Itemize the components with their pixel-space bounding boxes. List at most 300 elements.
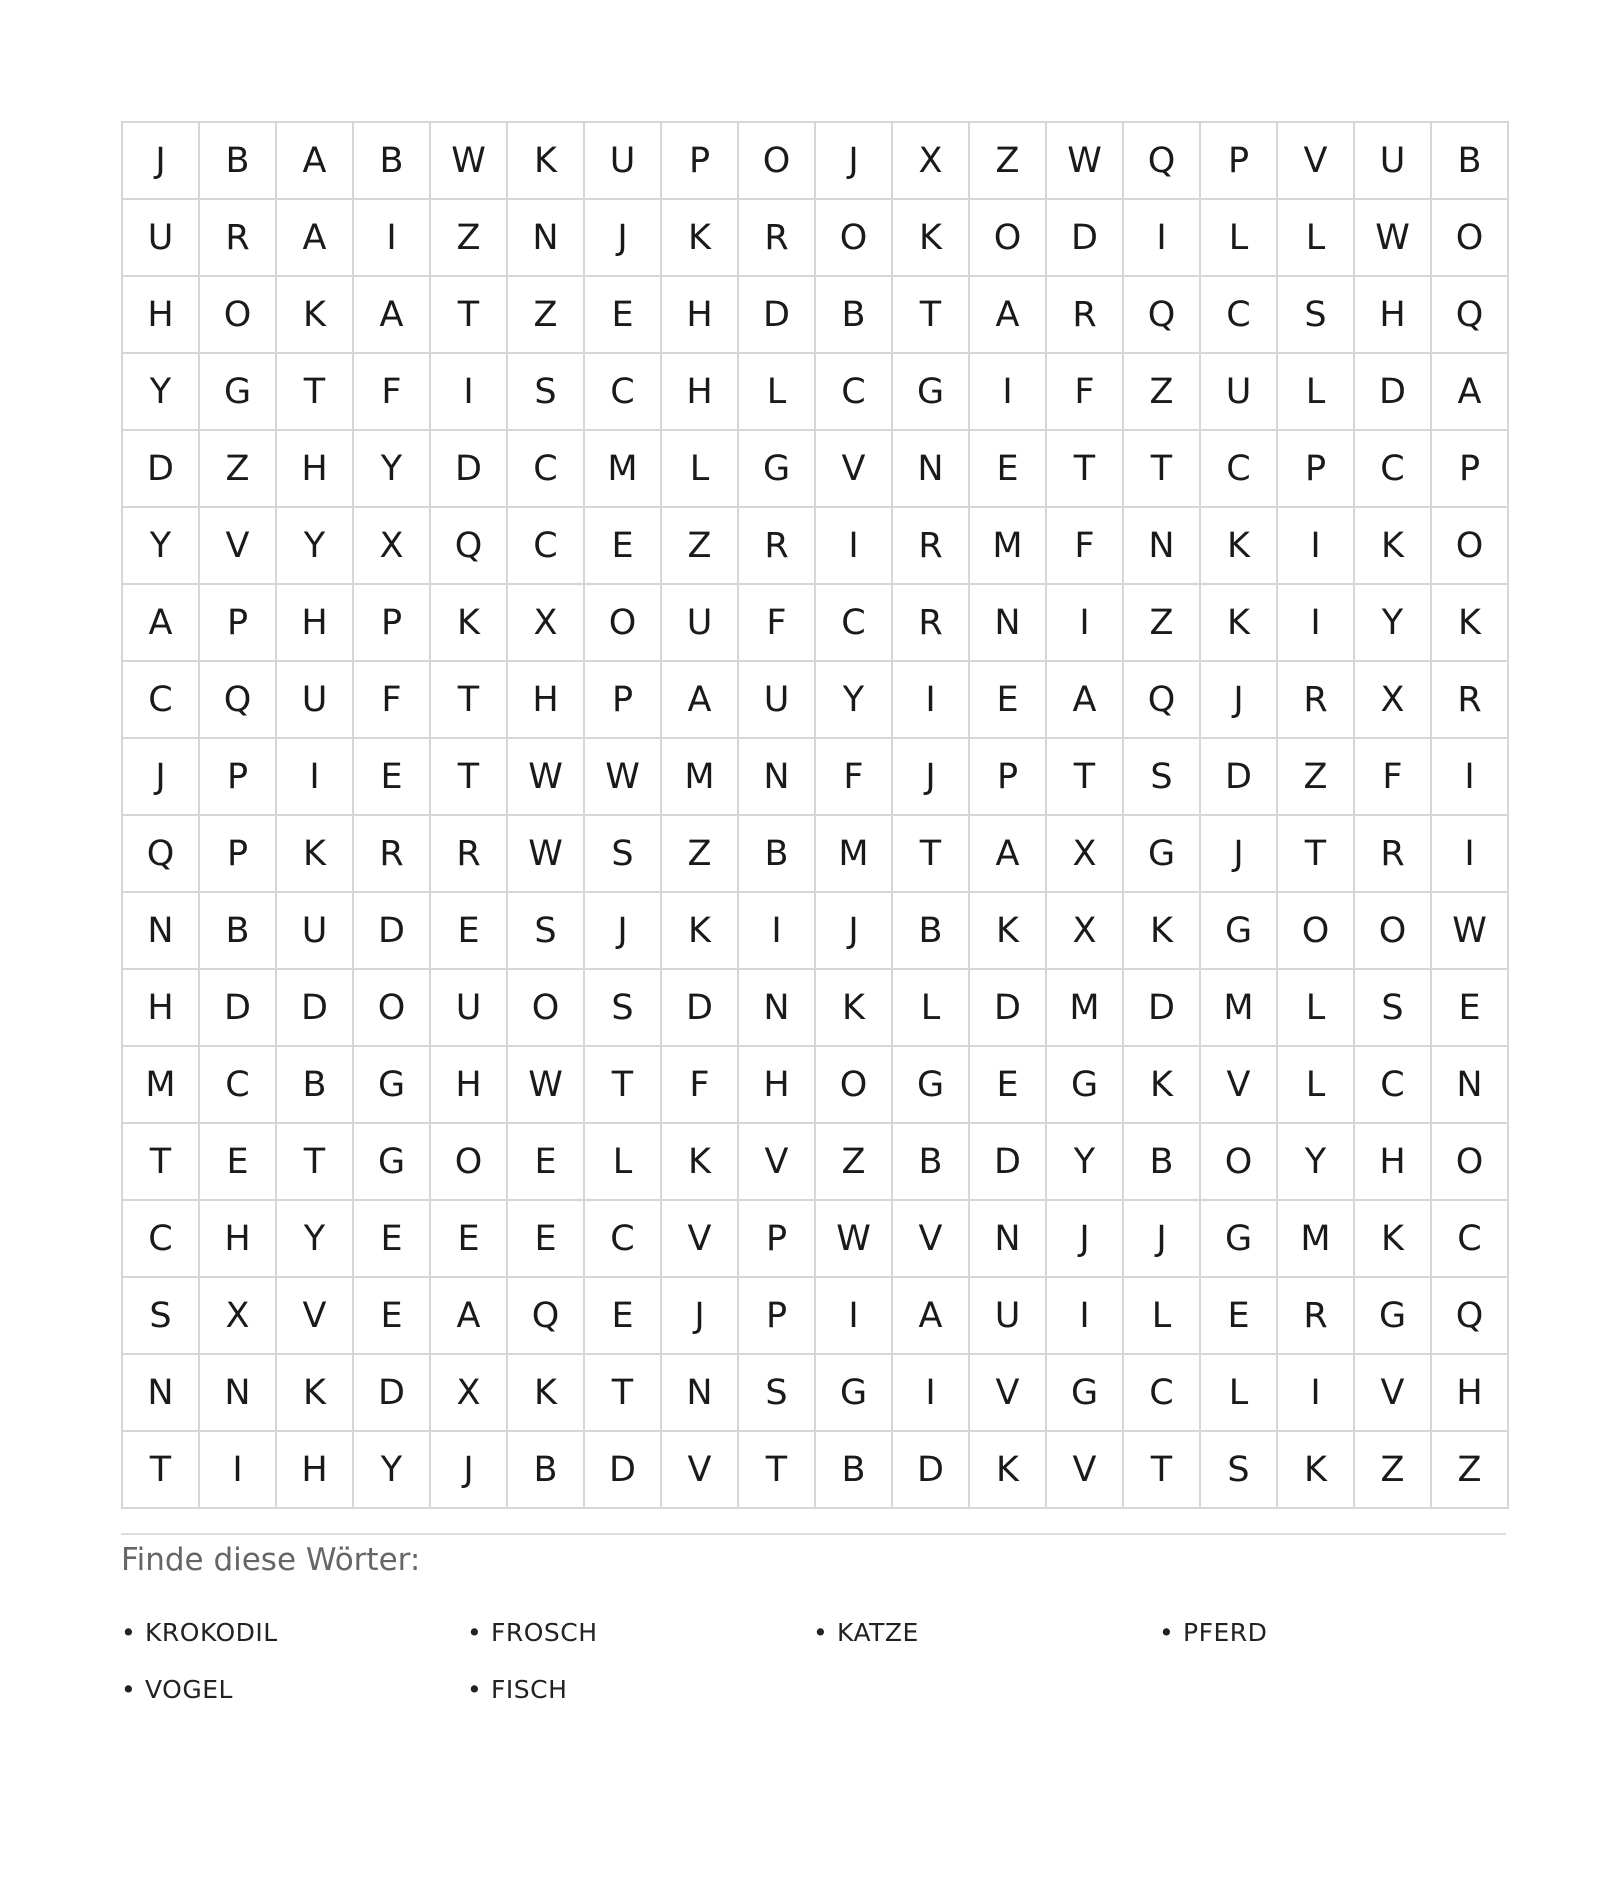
grid-cell[interactable]: O <box>1432 1124 1509 1201</box>
grid-cell[interactable]: K <box>1124 1047 1201 1124</box>
grid-cell[interactable]: E <box>354 1201 431 1278</box>
grid-cell[interactable]: W <box>816 1201 893 1278</box>
grid-cell[interactable]: R <box>354 816 431 893</box>
grid-cell[interactable]: T <box>277 1124 354 1201</box>
grid-cell[interactable]: D <box>354 893 431 970</box>
grid-cell[interactable]: V <box>1278 123 1355 200</box>
grid-cell[interactable]: E <box>508 1124 585 1201</box>
grid-cell[interactable]: Q <box>1124 662 1201 739</box>
grid-cell[interactable]: D <box>123 431 200 508</box>
grid-cell[interactable]: K <box>662 200 739 277</box>
grid-cell[interactable]: R <box>1047 277 1124 354</box>
grid-cell[interactable]: G <box>893 354 970 431</box>
grid-cell[interactable]: W <box>1047 123 1124 200</box>
grid-cell[interactable]: T <box>585 1355 662 1432</box>
grid-cell[interactable]: H <box>1355 277 1432 354</box>
grid-cell[interactable]: A <box>1432 354 1509 431</box>
grid-cell[interactable]: L <box>1278 1047 1355 1124</box>
grid-cell[interactable]: T <box>1278 816 1355 893</box>
grid-cell[interactable]: Z <box>1432 1432 1509 1509</box>
grid-cell[interactable]: Q <box>1432 277 1509 354</box>
grid-cell[interactable]: T <box>431 277 508 354</box>
grid-cell[interactable]: G <box>200 354 277 431</box>
grid-cell[interactable]: K <box>1432 585 1509 662</box>
grid-cell[interactable]: U <box>1355 123 1432 200</box>
grid-cell[interactable]: B <box>508 1432 585 1509</box>
grid-cell[interactable]: C <box>1355 1047 1432 1124</box>
grid-cell[interactable]: F <box>816 739 893 816</box>
grid-cell[interactable]: E <box>585 277 662 354</box>
grid-cell[interactable]: C <box>1201 277 1278 354</box>
grid-cell[interactable]: Y <box>354 431 431 508</box>
grid-cell[interactable]: P <box>200 585 277 662</box>
grid-cell[interactable]: I <box>1278 1355 1355 1432</box>
grid-cell[interactable]: O <box>1278 893 1355 970</box>
grid-cell[interactable]: W <box>508 1047 585 1124</box>
grid-cell[interactable]: R <box>200 200 277 277</box>
grid-cell[interactable]: I <box>1278 508 1355 585</box>
grid-cell[interactable]: V <box>1201 1047 1278 1124</box>
grid-cell[interactable]: I <box>1432 739 1509 816</box>
grid-cell[interactable]: R <box>1432 662 1509 739</box>
grid-cell[interactable]: O <box>970 200 1047 277</box>
grid-cell[interactable]: U <box>970 1278 1047 1355</box>
grid-cell[interactable]: N <box>893 431 970 508</box>
grid-cell[interactable]: B <box>893 1124 970 1201</box>
grid-cell[interactable]: T <box>1124 431 1201 508</box>
grid-cell[interactable]: Z <box>1278 739 1355 816</box>
grid-cell[interactable]: N <box>970 1201 1047 1278</box>
grid-cell[interactable]: W <box>431 123 508 200</box>
grid-cell[interactable]: R <box>1278 1278 1355 1355</box>
grid-cell[interactable]: K <box>662 893 739 970</box>
grid-cell[interactable]: G <box>1047 1047 1124 1124</box>
grid-cell[interactable]: C <box>123 1201 200 1278</box>
grid-cell[interactable]: Q <box>431 508 508 585</box>
grid-cell[interactable]: O <box>200 277 277 354</box>
grid-cell[interactable]: P <box>585 662 662 739</box>
grid-cell[interactable]: F <box>1047 354 1124 431</box>
grid-cell[interactable]: B <box>739 816 816 893</box>
grid-cell[interactable]: H <box>1432 1355 1509 1432</box>
grid-cell[interactable]: K <box>1355 508 1432 585</box>
grid-cell[interactable]: C <box>585 1201 662 1278</box>
grid-cell[interactable]: N <box>123 1355 200 1432</box>
grid-cell[interactable]: O <box>585 585 662 662</box>
grid-cell[interactable]: Y <box>354 1432 431 1509</box>
grid-cell[interactable]: R <box>893 585 970 662</box>
grid-cell[interactable]: L <box>739 354 816 431</box>
grid-cell[interactable]: S <box>1124 739 1201 816</box>
grid-cell[interactable]: J <box>585 893 662 970</box>
grid-cell[interactable]: O <box>1201 1124 1278 1201</box>
grid-cell[interactable]: J <box>123 739 200 816</box>
grid-cell[interactable]: Q <box>1124 277 1201 354</box>
grid-cell[interactable]: D <box>893 1432 970 1509</box>
grid-cell[interactable]: J <box>431 1432 508 1509</box>
grid-cell[interactable]: T <box>277 354 354 431</box>
grid-cell[interactable]: U <box>585 123 662 200</box>
grid-cell[interactable]: W <box>508 816 585 893</box>
grid-cell[interactable]: L <box>893 970 970 1047</box>
grid-cell[interactable]: S <box>585 970 662 1047</box>
grid-cell[interactable]: J <box>1201 662 1278 739</box>
grid-cell[interactable]: L <box>662 431 739 508</box>
grid-cell[interactable]: V <box>1355 1355 1432 1432</box>
grid-cell[interactable]: U <box>739 662 816 739</box>
grid-cell[interactable]: S <box>508 354 585 431</box>
grid-cell[interactable]: P <box>200 816 277 893</box>
grid-cell[interactable]: N <box>739 739 816 816</box>
grid-cell[interactable]: O <box>816 1047 893 1124</box>
grid-cell[interactable]: Q <box>508 1278 585 1355</box>
grid-cell[interactable]: L <box>1201 1355 1278 1432</box>
grid-cell[interactable]: G <box>1124 816 1201 893</box>
grid-cell[interactable]: M <box>1201 970 1278 1047</box>
grid-cell[interactable]: H <box>1355 1124 1432 1201</box>
grid-cell[interactable]: K <box>431 585 508 662</box>
grid-cell[interactable]: C <box>1355 431 1432 508</box>
grid-cell[interactable]: E <box>585 508 662 585</box>
grid-cell[interactable]: A <box>970 277 1047 354</box>
grid-cell[interactable]: A <box>431 1278 508 1355</box>
grid-cell[interactable]: L <box>1278 354 1355 431</box>
grid-cell[interactable]: X <box>354 508 431 585</box>
grid-cell[interactable]: I <box>816 1278 893 1355</box>
grid-cell[interactable]: M <box>1047 970 1124 1047</box>
grid-cell[interactable]: V <box>200 508 277 585</box>
grid-cell[interactable]: Z <box>816 1124 893 1201</box>
grid-cell[interactable]: C <box>1432 1201 1509 1278</box>
grid-cell[interactable]: O <box>354 970 431 1047</box>
grid-cell[interactable]: X <box>1047 893 1124 970</box>
grid-cell[interactable]: X <box>431 1355 508 1432</box>
grid-cell[interactable]: I <box>893 662 970 739</box>
grid-cell[interactable]: D <box>354 1355 431 1432</box>
grid-cell[interactable]: H <box>277 431 354 508</box>
grid-cell[interactable]: Q <box>123 816 200 893</box>
grid-cell[interactable]: W <box>1432 893 1509 970</box>
grid-cell[interactable]: G <box>1047 1355 1124 1432</box>
grid-cell[interactable]: C <box>585 354 662 431</box>
grid-cell[interactable]: W <box>1355 200 1432 277</box>
grid-cell[interactable]: Y <box>1355 585 1432 662</box>
grid-cell[interactable]: N <box>508 200 585 277</box>
grid-cell[interactable]: U <box>123 200 200 277</box>
grid-cell[interactable]: M <box>970 508 1047 585</box>
grid-cell[interactable]: G <box>354 1047 431 1124</box>
grid-cell[interactable]: B <box>1124 1124 1201 1201</box>
grid-cell[interactable]: C <box>1124 1355 1201 1432</box>
grid-cell[interactable]: O <box>508 970 585 1047</box>
grid-cell[interactable]: H <box>123 277 200 354</box>
grid-cell[interactable]: Z <box>970 123 1047 200</box>
grid-cell[interactable]: D <box>662 970 739 1047</box>
grid-cell[interactable]: S <box>123 1278 200 1355</box>
grid-cell[interactable]: G <box>354 1124 431 1201</box>
grid-cell[interactable]: E <box>1201 1278 1278 1355</box>
grid-cell[interactable]: C <box>816 585 893 662</box>
grid-cell[interactable]: R <box>1278 662 1355 739</box>
grid-cell[interactable]: H <box>123 970 200 1047</box>
grid-cell[interactable]: H <box>508 662 585 739</box>
grid-cell[interactable]: J <box>816 893 893 970</box>
grid-cell[interactable]: V <box>662 1432 739 1509</box>
grid-cell[interactable]: A <box>123 585 200 662</box>
grid-cell[interactable]: B <box>816 1432 893 1509</box>
grid-cell[interactable]: K <box>277 1355 354 1432</box>
grid-cell[interactable]: S <box>1201 1432 1278 1509</box>
grid-cell[interactable]: O <box>816 200 893 277</box>
grid-cell[interactable]: W <box>585 739 662 816</box>
grid-cell[interactable]: F <box>662 1047 739 1124</box>
grid-cell[interactable]: U <box>662 585 739 662</box>
grid-cell[interactable]: Z <box>1355 1432 1432 1509</box>
grid-cell[interactable]: V <box>662 1201 739 1278</box>
grid-cell[interactable]: D <box>1355 354 1432 431</box>
grid-cell[interactable]: G <box>1201 1201 1278 1278</box>
grid-cell[interactable]: L <box>1124 1278 1201 1355</box>
grid-cell[interactable]: C <box>508 508 585 585</box>
grid-cell[interactable]: N <box>739 970 816 1047</box>
grid-cell[interactable]: M <box>662 739 739 816</box>
grid-cell[interactable]: P <box>739 1201 816 1278</box>
grid-cell[interactable]: N <box>1124 508 1201 585</box>
grid-cell[interactable]: G <box>1201 893 1278 970</box>
grid-cell[interactable]: T <box>123 1432 200 1509</box>
grid-cell[interactable]: K <box>816 970 893 1047</box>
grid-cell[interactable]: E <box>970 431 1047 508</box>
grid-cell[interactable]: V <box>277 1278 354 1355</box>
grid-cell[interactable]: A <box>354 277 431 354</box>
grid-cell[interactable]: E <box>354 739 431 816</box>
grid-cell[interactable]: N <box>970 585 1047 662</box>
grid-cell[interactable]: O <box>739 123 816 200</box>
grid-cell[interactable]: E <box>585 1278 662 1355</box>
grid-cell[interactable]: S <box>739 1355 816 1432</box>
grid-cell[interactable]: P <box>970 739 1047 816</box>
grid-cell[interactable]: J <box>1047 1201 1124 1278</box>
grid-cell[interactable]: D <box>970 970 1047 1047</box>
grid-cell[interactable]: C <box>508 431 585 508</box>
grid-cell[interactable]: U <box>277 893 354 970</box>
grid-cell[interactable]: L <box>1201 200 1278 277</box>
grid-cell[interactable]: R <box>431 816 508 893</box>
grid-cell[interactable]: Z <box>662 508 739 585</box>
grid-cell[interactable]: B <box>277 1047 354 1124</box>
grid-cell[interactable]: Q <box>1124 123 1201 200</box>
grid-cell[interactable]: F <box>739 585 816 662</box>
grid-cell[interactable]: D <box>431 431 508 508</box>
grid-cell[interactable]: S <box>1278 277 1355 354</box>
grid-cell[interactable]: E <box>1432 970 1509 1047</box>
grid-cell[interactable]: N <box>123 893 200 970</box>
grid-cell[interactable]: X <box>1355 662 1432 739</box>
grid-cell[interactable]: V <box>970 1355 1047 1432</box>
grid-cell[interactable]: T <box>585 1047 662 1124</box>
grid-cell[interactable]: G <box>739 431 816 508</box>
grid-cell[interactable]: V <box>816 431 893 508</box>
grid-cell[interactable]: Y <box>123 508 200 585</box>
grid-cell[interactable]: M <box>585 431 662 508</box>
grid-cell[interactable]: R <box>1355 816 1432 893</box>
grid-cell[interactable]: I <box>277 739 354 816</box>
grid-cell[interactable]: B <box>200 123 277 200</box>
grid-cell[interactable]: K <box>1355 1201 1432 1278</box>
grid-cell[interactable]: Q <box>200 662 277 739</box>
grid-cell[interactable]: H <box>431 1047 508 1124</box>
grid-cell[interactable]: A <box>970 816 1047 893</box>
grid-cell[interactable]: D <box>1124 970 1201 1047</box>
grid-cell[interactable]: O <box>1432 508 1509 585</box>
grid-cell[interactable]: I <box>1047 1278 1124 1355</box>
grid-cell[interactable]: B <box>354 123 431 200</box>
grid-cell[interactable]: A <box>1047 662 1124 739</box>
grid-cell[interactable]: E <box>200 1124 277 1201</box>
grid-cell[interactable]: Y <box>277 508 354 585</box>
grid-cell[interactable]: F <box>354 354 431 431</box>
grid-cell[interactable]: A <box>277 200 354 277</box>
grid-cell[interactable]: J <box>123 123 200 200</box>
grid-cell[interactable]: D <box>277 970 354 1047</box>
grid-cell[interactable]: E <box>354 1278 431 1355</box>
grid-cell[interactable]: I <box>970 354 1047 431</box>
grid-cell[interactable]: T <box>1047 431 1124 508</box>
grid-cell[interactable]: T <box>893 816 970 893</box>
grid-cell[interactable]: N <box>1432 1047 1509 1124</box>
grid-cell[interactable]: Y <box>277 1201 354 1278</box>
grid-cell[interactable]: K <box>508 1355 585 1432</box>
grid-cell[interactable]: T <box>123 1124 200 1201</box>
grid-cell[interactable]: T <box>1124 1432 1201 1509</box>
grid-cell[interactable]: K <box>277 816 354 893</box>
grid-cell[interactable]: W <box>508 739 585 816</box>
grid-cell[interactable]: E <box>508 1201 585 1278</box>
grid-cell[interactable]: S <box>585 816 662 893</box>
grid-cell[interactable]: X <box>893 123 970 200</box>
grid-cell[interactable]: P <box>1201 123 1278 200</box>
grid-cell[interactable]: Y <box>816 662 893 739</box>
grid-cell[interactable]: N <box>200 1355 277 1432</box>
grid-cell[interactable]: K <box>1124 893 1201 970</box>
grid-cell[interactable]: D <box>200 970 277 1047</box>
grid-cell[interactable]: I <box>354 200 431 277</box>
grid-cell[interactable]: K <box>662 1124 739 1201</box>
grid-cell[interactable]: X <box>1047 816 1124 893</box>
grid-cell[interactable]: I <box>739 893 816 970</box>
grid-cell[interactable]: H <box>200 1201 277 1278</box>
grid-cell[interactable]: D <box>739 277 816 354</box>
grid-cell[interactable]: D <box>585 1432 662 1509</box>
grid-cell[interactable]: C <box>123 662 200 739</box>
grid-cell[interactable]: I <box>1047 585 1124 662</box>
grid-cell[interactable]: K <box>893 200 970 277</box>
grid-cell[interactable]: N <box>662 1355 739 1432</box>
grid-cell[interactable]: K <box>970 893 1047 970</box>
grid-cell[interactable]: P <box>354 585 431 662</box>
grid-cell[interactable]: T <box>893 277 970 354</box>
grid-cell[interactable]: K <box>508 123 585 200</box>
grid-cell[interactable]: G <box>1355 1278 1432 1355</box>
grid-cell[interactable]: C <box>1201 431 1278 508</box>
grid-cell[interactable]: H <box>739 1047 816 1124</box>
grid-cell[interactable]: Z <box>662 816 739 893</box>
grid-cell[interactable]: B <box>200 893 277 970</box>
grid-cell[interactable]: K <box>1201 508 1278 585</box>
grid-cell[interactable]: V <box>739 1124 816 1201</box>
grid-cell[interactable]: A <box>662 662 739 739</box>
grid-cell[interactable]: A <box>277 123 354 200</box>
grid-cell[interactable]: O <box>1355 893 1432 970</box>
grid-cell[interactable]: K <box>970 1432 1047 1509</box>
grid-cell[interactable]: Y <box>1047 1124 1124 1201</box>
grid-cell[interactable]: Z <box>1124 585 1201 662</box>
grid-cell[interactable]: I <box>1278 585 1355 662</box>
grid-cell[interactable]: L <box>1278 200 1355 277</box>
grid-cell[interactable]: J <box>893 739 970 816</box>
grid-cell[interactable]: K <box>277 277 354 354</box>
grid-cell[interactable]: L <box>585 1124 662 1201</box>
grid-cell[interactable]: D <box>970 1124 1047 1201</box>
grid-cell[interactable]: R <box>893 508 970 585</box>
grid-cell[interactable]: Z <box>1124 354 1201 431</box>
grid-cell[interactable]: J <box>816 123 893 200</box>
grid-cell[interactable]: D <box>1047 200 1124 277</box>
grid-cell[interactable]: P <box>1278 431 1355 508</box>
grid-cell[interactable]: T <box>431 739 508 816</box>
grid-cell[interactable]: H <box>662 354 739 431</box>
grid-cell[interactable]: U <box>431 970 508 1047</box>
grid-cell[interactable]: C <box>200 1047 277 1124</box>
grid-cell[interactable]: I <box>1124 200 1201 277</box>
grid-cell[interactable]: L <box>1278 970 1355 1047</box>
grid-cell[interactable]: Q <box>1432 1278 1509 1355</box>
grid-cell[interactable]: X <box>200 1278 277 1355</box>
grid-cell[interactable]: E <box>431 1201 508 1278</box>
grid-cell[interactable]: M <box>123 1047 200 1124</box>
grid-cell[interactable]: T <box>1047 739 1124 816</box>
grid-cell[interactable]: M <box>816 816 893 893</box>
grid-cell[interactable]: K <box>1201 585 1278 662</box>
grid-cell[interactable]: J <box>585 200 662 277</box>
grid-cell[interactable]: H <box>277 585 354 662</box>
grid-cell[interactable]: J <box>1124 1201 1201 1278</box>
grid-cell[interactable]: G <box>893 1047 970 1124</box>
grid-cell[interactable]: P <box>200 739 277 816</box>
grid-cell[interactable]: G <box>816 1355 893 1432</box>
grid-cell[interactable]: J <box>1201 816 1278 893</box>
grid-cell[interactable]: B <box>1432 123 1509 200</box>
grid-cell[interactable]: R <box>739 200 816 277</box>
grid-cell[interactable]: P <box>739 1278 816 1355</box>
grid-cell[interactable]: I <box>816 508 893 585</box>
grid-cell[interactable]: D <box>1201 739 1278 816</box>
grid-cell[interactable]: H <box>662 277 739 354</box>
grid-cell[interactable]: A <box>893 1278 970 1355</box>
grid-cell[interactable]: H <box>277 1432 354 1509</box>
grid-cell[interactable]: F <box>1355 739 1432 816</box>
grid-cell[interactable]: P <box>662 123 739 200</box>
grid-cell[interactable]: T <box>431 662 508 739</box>
grid-cell[interactable]: I <box>893 1355 970 1432</box>
grid-cell[interactable]: O <box>1432 200 1509 277</box>
grid-cell[interactable]: F <box>1047 508 1124 585</box>
grid-cell[interactable]: I <box>1432 816 1509 893</box>
grid-cell[interactable]: U <box>277 662 354 739</box>
grid-cell[interactable]: I <box>200 1432 277 1509</box>
grid-cell[interactable]: R <box>739 508 816 585</box>
grid-cell[interactable]: E <box>431 893 508 970</box>
